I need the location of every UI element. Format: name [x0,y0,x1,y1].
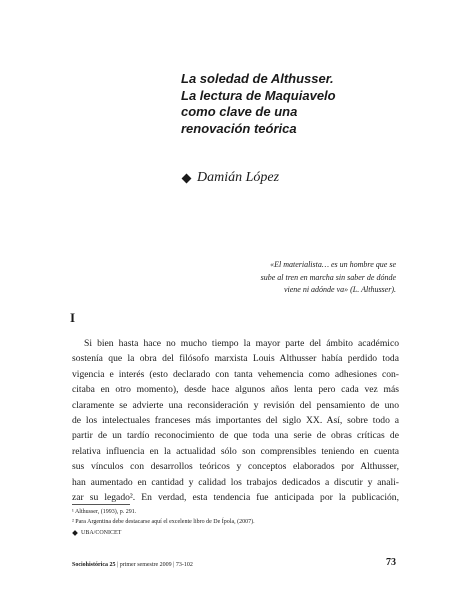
epigraph-line: sube al tren en marcha sin saber de dónde [260,272,396,282]
body-line: Si bien hasta hace no mucho tiempo la mayor parte del ámbito académico [84,338,399,349]
body-line: de los intelectuales franceses más importantes del siglo XX. Así, sobre todo a [72,415,399,427]
body-line: han aumentado en cantidad y calidad los trabajos dedicados a discutir y anali- [72,476,399,488]
footnote: ² Para Argentina debe destacarse aquí el excelente libro de De Ípola, (2007). [72,518,255,525]
affiliation-text: UBA/CONICET [81,530,122,536]
diamond-bullet-icon [72,530,78,536]
page-number: 73 [386,557,396,568]
body-line: sostenía que la obra del filósofo marxista Louis Althusser había perdido toda [72,353,399,365]
body-line: vigencia e interés (esto declarado con tanta vehemencia como adhesiones con- [72,368,399,380]
body-line: sus vínculos con desarrollos teóricos y conceptos elaborados por Althusser, [72,461,399,473]
author-affiliation [72,530,121,536]
footnote-divider [72,504,130,505]
body-line: claramente se advierte una reconsideración y revisión del pensamiento de uno [72,399,399,411]
body-paragraph [72,336,399,505]
diamond-bullet-icon [182,173,192,183]
running-footer [72,562,193,568]
footnotes [72,508,255,527]
body-line: partir de un tardío reconocimiento de que toda una serie de obras críticas de [72,430,399,442]
footnote: ¹ Althusser, (1993), p. 291. [72,509,137,515]
author-name: Damián López [197,170,280,185]
journal-name: Sociohistórica 25 [72,562,116,568]
body-line: zar su legado². En verdad, esta tendencia fue anticipada por la publicación, [72,492,399,504]
epigraph [261,259,396,297]
body-line: citaba en otro momento), desde hace algunos años lenta pero cada vez más [72,384,399,396]
title-line: La soledad de Althusser. [181,71,334,86]
section-number: I [70,310,76,325]
epigraph-line: «El materialista… es un hombre que se [270,260,396,269]
article-title [181,71,411,137]
author-byline [181,170,279,186]
title-line: renovación teórica [181,120,297,136]
title-line: La lectura de Maquiavelo [181,87,336,103]
body-line: relativa influencia en la actualidad sólo son comprensibles teniendo en cuenta [72,445,399,457]
title-line: como clave de una [181,104,298,119]
epigraph-line: viene ni adónde va» (L. Althusser). [283,285,396,294]
journal-details: | primer semestre 2009 | 73-102 [115,562,193,568]
